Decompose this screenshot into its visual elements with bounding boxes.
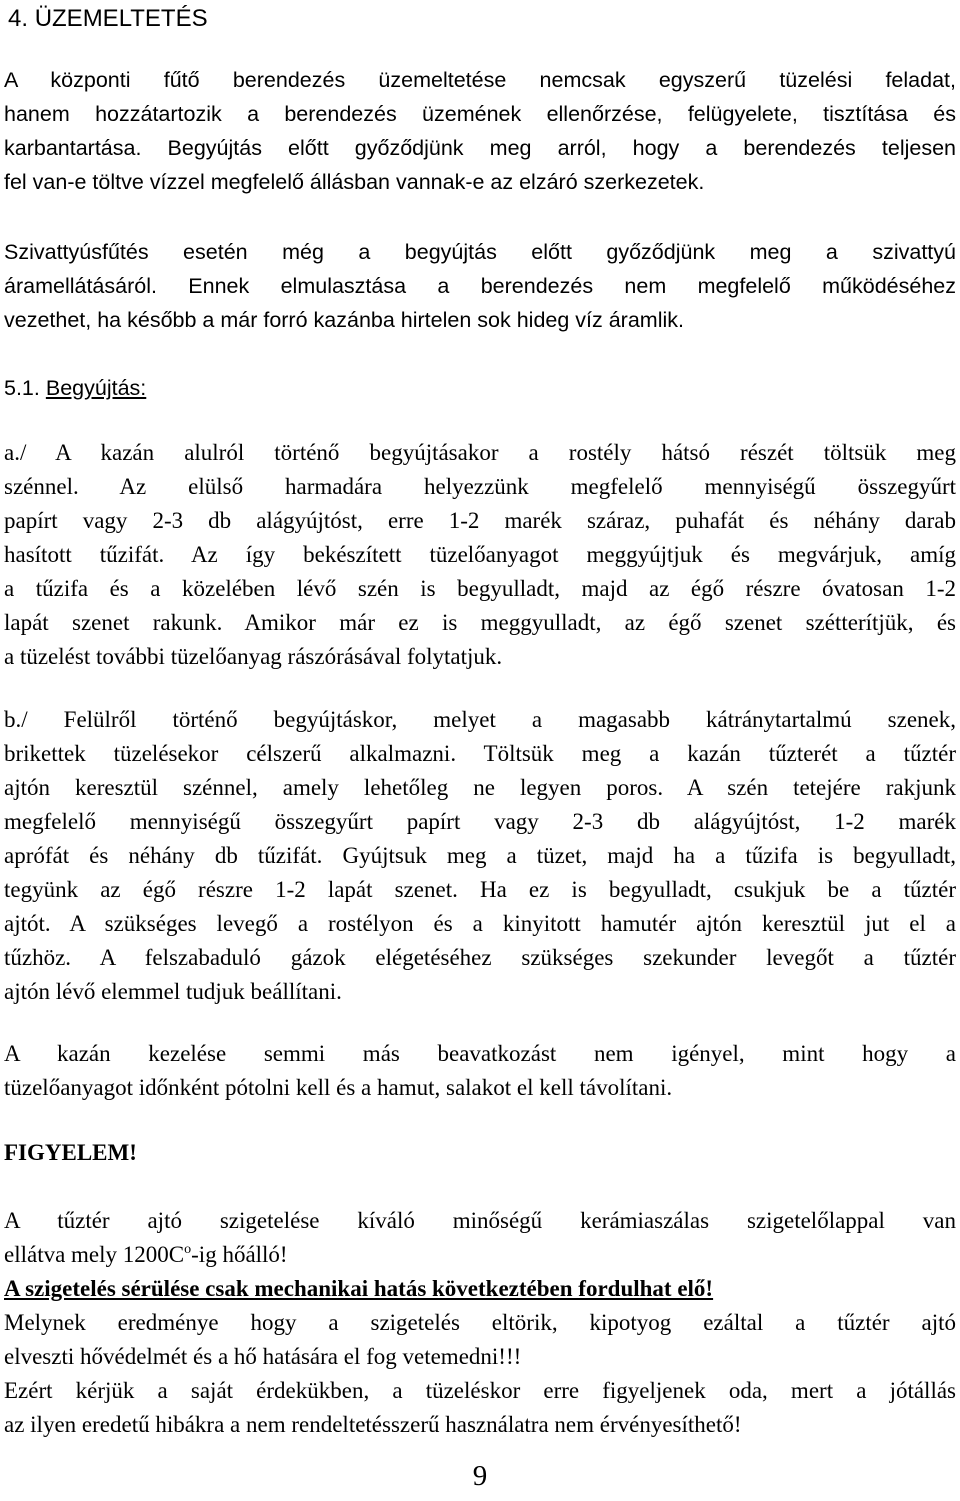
paragraph-line: hasított tűzifát. Az így bekészített tüzelőanyagot meggyújtjuk és megvárjuk, amíg bbox=[4, 542, 956, 567]
paragraph-line: elveszti hővédelmét és a hő hatására el fog vetemedni!!! bbox=[4, 1344, 522, 1369]
paragraph-line: hanem hozzátartozik a berendezés üzemének ellenőrzése, felügyelete, tisztítása és bbox=[4, 102, 956, 126]
temperature-text: ellátva mely 1200C bbox=[4, 1242, 185, 1267]
paragraph-line: A kazán kezelése semmi más beavatkozást nem igényel, mint hogy a bbox=[4, 1041, 956, 1066]
paragraph-line: az ilyen eredetű hibákra a nem rendeltetésszerű használatra nem érvényesíthető! bbox=[4, 1412, 742, 1437]
paragraph-line: brikettek tüzelésekor célszerű alkalmazni. Töltsük meg a kazán tűzterét a tűztér bbox=[4, 741, 956, 766]
pump-paragraph bbox=[4, 235, 956, 337]
subsection-heading bbox=[4, 371, 956, 405]
paragraph-b bbox=[4, 703, 956, 1009]
page-number: 9 bbox=[472, 1460, 488, 1492]
paragraph-line: fel van-e töltve vízzel megfelelő állásban vannak-e az elzáró szerkezetek. bbox=[4, 170, 705, 194]
paragraph-line: szénnel. Az elülső harmadára helyezzünk megfelelő mennyiségű összegyűrt bbox=[4, 474, 956, 499]
subsection-title: Begyújtás: bbox=[45, 376, 147, 400]
paragraph-line: ajtót. A szükséges levegő a rostélyon és a kinyitott hamutér ajtón keresztül jut el a bbox=[4, 911, 956, 936]
paragraph-line bbox=[4, 1238, 956, 1272]
degree-superscript: o bbox=[184, 1242, 192, 1257]
section-heading bbox=[8, 2, 208, 36]
paragraph-line: karbantartása. Begyújtás előtt győződjünk meg arról, hogy a berendezés teljesen bbox=[4, 136, 956, 160]
subsection-number: 5.1. bbox=[4, 376, 40, 400]
paragraph-line: tűzhöz. A felszabaduló gázok elégetéséhez szükséges szekunder levegőt a tűztér bbox=[4, 945, 956, 970]
paragraph-line: lapát szenet rakunk. Amikor már ez is meggyulladt, az égő szenet szétterítjük, és bbox=[4, 610, 956, 635]
heading-title: ÜZEMELTETÉS bbox=[34, 5, 208, 32]
paragraph-line: Szivattyúsfűtés esetén még a begyújtás előtt győződjünk meg a szivattyú bbox=[4, 240, 956, 264]
paragraph-line: a tűzifa és a közelében lévő szén is begyulladt, majd az égő részre óvatosan 1-2 bbox=[4, 576, 956, 601]
paragraph-line: ajtón keresztül szénnel, amely lehetőleg ne legyen poros. A szén tetejére rakjunk bbox=[4, 775, 956, 800]
paragraph-line: tüzelőanyagot időnként pótolni kell és a hamut, salakot el kell távolítani. bbox=[4, 1075, 673, 1100]
paragraph-line: b./ Felülről történő begyújtáskor, melyet a magasabb kátránytartalmú szenek, bbox=[4, 707, 956, 732]
paragraph-line: áramellátásáról. Ennek elmulasztása a berendezés nem megfelelő működéséhez bbox=[4, 274, 956, 298]
paragraph-line: papírt vagy 2-3 db alágyújtóst, erre 1-2 marék száraz, puhafát és néhány darab bbox=[4, 508, 956, 533]
paragraph-line: tegyünk az égő részre 1-2 lapát szenet. Ha ez is begyulladt, csukjuk be a tűztér bbox=[4, 877, 956, 902]
intro-paragraph bbox=[4, 63, 956, 199]
warning-emphasis: A szigetelés sérülése csak mechanikai hatás következtében fordulhat elő! bbox=[4, 1276, 714, 1301]
paragraph-line: Ezért kérjük a saját érdekükben, a tüzeléskor erre figyeljenek oda, mert a jótállás bbox=[4, 1378, 956, 1403]
paragraph-a bbox=[4, 436, 956, 674]
paragraph-line: a./ A kazán alulról történő begyújtásakor a rostély hátsó részét töltsük meg bbox=[4, 440, 956, 465]
paragraph-line: Melynek eredménye hogy a szigetelés eltörik, kipotyog ezáltal a tűztér ajtó bbox=[4, 1310, 956, 1335]
paragraph-line: a tüzelést további tüzelőanyag rászórásával folytatjuk. bbox=[4, 644, 503, 669]
paragraph-line: megfelelő mennyiségű összegyűrt papírt vagy 2-3 db alágyújtóst, 1-2 marék bbox=[4, 809, 956, 834]
paragraph-line: A központi fűtő berendezés üzemeltetése nemcsak egyszerű tüzelési feladat, bbox=[4, 68, 956, 92]
paragraph-line: A tűztér ajtó szigetelése kíváló minőségű kerámiaszálas szigetelőlappal van bbox=[4, 1208, 956, 1233]
operation-paragraph bbox=[4, 1037, 956, 1105]
heading-number: 4. bbox=[8, 5, 29, 32]
warning-paragraph bbox=[4, 1204, 956, 1442]
temperature-suffix: -ig hőálló! bbox=[191, 1242, 288, 1267]
paragraph-line: aprófát és néhány db tűzifát. Gyújtsuk meg a tüzet, majd ha a tűzifa is begyulladt, bbox=[4, 843, 956, 868]
paragraph-line: vezethet, ha később a már forró kazánba hirtelen sok hideg víz áramlik. bbox=[4, 308, 684, 332]
warning-title: FIGYELEM! bbox=[4, 1140, 137, 1165]
paragraph-line: ajtón lévő elemmel tudjuk beállítani. bbox=[4, 979, 342, 1004]
